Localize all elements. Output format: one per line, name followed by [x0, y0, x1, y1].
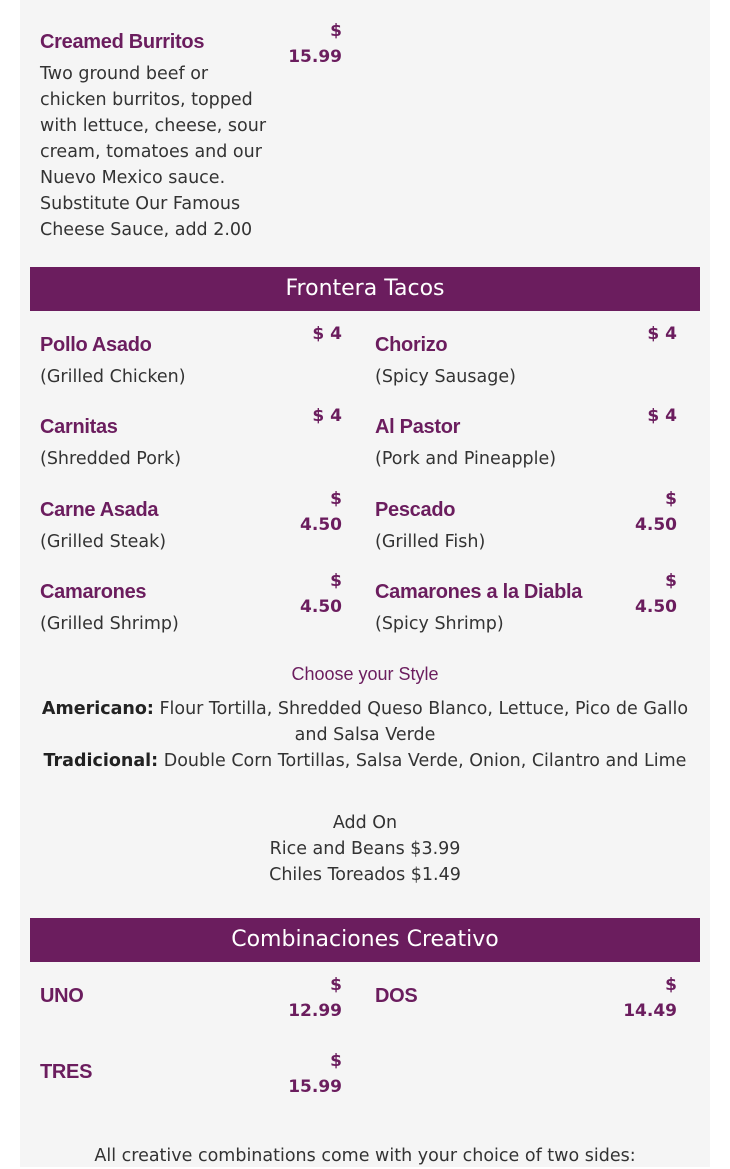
item-price-uno: $ 12.99 [288, 975, 342, 1021]
item-name-chorizo: Chorizo [375, 334, 448, 356]
item-name-al-pastor: Al Pastor [375, 416, 461, 438]
addon-chiles-toreados: Chiles Toreados $1.49 [269, 865, 461, 885]
item-name-tres: TRES [40, 1061, 93, 1083]
section-header-tacos: Frontera Tacos [30, 267, 700, 311]
addon-rice-beans: Rice and Beans $3.99 [269, 839, 461, 859]
item-desc-al-pastor: (Pork and Pineapple) [375, 449, 557, 469]
item-price-camarones: $ 4.50 [300, 571, 342, 617]
americano-label: Americano: [41, 699, 154, 719]
style-americano [40, 696, 690, 748]
item-price-carne-asada: $ 4.50 [300, 489, 342, 535]
item-name-pollo-asado: Pollo Asado [40, 334, 152, 356]
item-price-carnitas: $ 4 [312, 406, 342, 426]
item-desc-carne-asada: (Grilled Steak) [40, 532, 167, 552]
item-price-creamed-burritos: $ 15.99 [288, 21, 342, 67]
addon-heading: Add On [332, 813, 398, 833]
item-desc-pollo-asado: (Grilled Chicken) [40, 367, 186, 387]
item-price-camarones-diabla: $ 4.50 [635, 571, 677, 617]
item-name-uno: UNO [40, 985, 84, 1007]
item-name-camarones-diabla: Camarones a la Diabla [375, 581, 583, 603]
americano-text: Flour Tortilla, Shredded Queso Blanco, Lettuce, Pico de Gallo and Salsa Verde [159, 699, 689, 745]
style-heading: Choose your Style [291, 664, 439, 684]
item-desc-chorizo: (Spicy Sausage) [375, 367, 516, 387]
item-desc-pescado: (Grilled Fish) [375, 532, 486, 552]
tradicional-label: Tradicional: [43, 751, 159, 771]
item-price-al-pastor: $ 4 [647, 406, 677, 426]
tradicional-text: Double Corn Tortillas, Salsa Verde, Onion, Cilantro and Lime [163, 751, 687, 771]
item-price-pescado: $ 4.50 [635, 489, 677, 535]
item-desc-camarones-diabla: (Spicy Shrimp) [375, 614, 504, 634]
style-tradicional [40, 748, 690, 774]
item-name-carne-asada: Carne Asada [40, 499, 159, 521]
item-name-dos: DOS [375, 985, 418, 1007]
item-price-chorizo: $ 4 [647, 324, 677, 344]
section-header-combos: Combinaciones Creativo [30, 918, 700, 962]
item-desc-carnitas: (Shredded Pork) [40, 449, 182, 469]
item-name-pescado: Pescado [375, 499, 456, 521]
item-name-creamed-burritos: Creamed Burritos [40, 31, 205, 53]
item-desc-camarones: (Grilled Shrimp) [40, 614, 179, 634]
item-price-tres: $ 15.99 [288, 1051, 342, 1097]
item-name-carnitas: Carnitas [40, 416, 118, 438]
item-name-camarones: Camarones [40, 581, 147, 603]
item-desc-creamed-burritos: Two ground beef or chicken burritos, topped with lettuce, cheese, sour cream, tomatoes and our Nuevo Mexico sauce. Substitute Our Famous Cheese Sauce, add 2.00 [40, 64, 267, 240]
combos-footer-note: All creative combinations come with your choice of two sides: [94, 1146, 636, 1166]
item-price-dos: $ 14.49 [623, 975, 677, 1021]
item-price-pollo-asado: $ 4 [312, 324, 342, 344]
